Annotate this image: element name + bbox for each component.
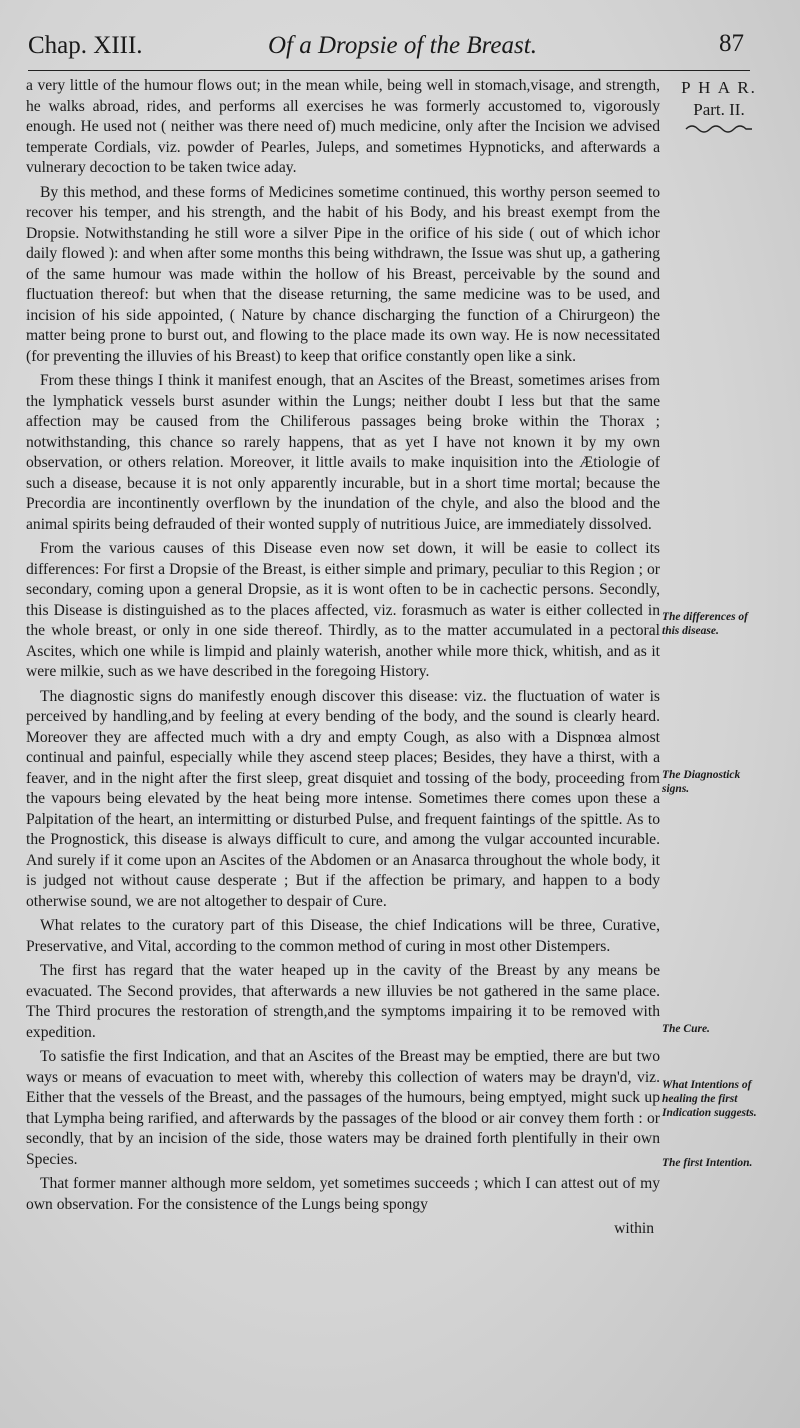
margin-note-cure: The Cure.: [662, 1023, 710, 1035]
margin-note-diagnostick: The Diagnostick signs.: [662, 769, 741, 795]
paragraph: What relates to the curatory part of this Disease, the chief Indications will be three, Curative, Preservative, and Vital, according to the common method of curing in most other Distempers.: [26, 917, 660, 955]
paragraph: That former manner although more seldom, yet sometimes succeeds ; which I can attest out of my own observation. For the consistence of the Lungs being spongy: [26, 1175, 660, 1213]
flourish-ornament: [664, 122, 774, 140]
paragraph: By this method, and these forms of Medicines sometime continued, this worthy person seemed to recover his temper, and his strength, and the habit of his Body, and his breast exempt from the Dropsie. Notwithstanding he still wore a silver Pipe in the orifice of his side ( out of which ichor daily flowed ): and when after some months this being withdrawn, the Issue was shut up, a gathering of the same humour was made within the hollow of his Breast, perceivable by the sound and fluctuation thereof: but when that the disease returning, the same medicine was to be used, and incision of his side appointed, ( Nature by chance discharging the function of a Chirurgeon) the matter being prone to burst out, and flowing to the place made its own way. He is now necessitated (for preventing the illuvies of his Breast) to keep that orifice constantly open like a sink.: [26, 183, 660, 365]
paragraph: a very little of the humour flows out; in the mean while, being well in stomach,visage, and strength, he walks abroad, rides, and performs all exercises he was formerly accustomed to, vigorously enough. He used not ( neither was there need of) much medicine, only after the Incision we advised temperate Cordials, viz. powder of Pearles, Juleps, and sometimes Hypnoticks, and afterwards a vulnerary decoction to be taken twice aday.: [26, 77, 660, 176]
margin-note-intentions: What Intentions of healing the first Indication suggests.: [662, 1079, 757, 1119]
paragraph: To satisfie the first Indication, and that an Ascites of the Breast may be emptied, there are but two ways or means of evacuation to meet with, whereby this collection of waters may be drayn'd, viz. Either that the vessels of the Breast, and the passages of the humours, being emptyed, might suck up that Lympha being rarified, and afterwards by the passages of the blood or air convey them forth : or secondly, that by an incision of the side, those waters may be drained forth plentifully in their own Species.: [26, 1048, 660, 1168]
page-number: 87: [719, 30, 744, 57]
margin-note-first-intention: The first Intention.: [662, 1157, 753, 1169]
side-header-phar: P H A R.: [681, 78, 757, 97]
body-text: [26, 76, 660, 1244]
side-header: [664, 78, 774, 140]
paragraph: From the various causes of this Disease even now set down, it will be easie to collect its differences: For first a Dropsie of the Breast, is either simple and primary, peculiar to this Region ; or secondary, coming upon a general Dropsie, as it is wont often to be in cachectic persons. Secondly, this Disease is distinguished as to the places affected, viz. forasmuch as water is either collected in the whole breast, or only in one side thereof. Thirdly, as to the matter accumulated in a pectoral Ascites, which one while is limpid and plainly waterish, another while more thick, whitish, and as it were milkie, such as we have described in the foregoing History.: [26, 540, 660, 680]
paragraph: From these things I think it manifest enough, that an Ascites of the Breast, sometimes arises from the lymphatick vessels burst asunder within the Lungs; neither doubt I less but that the same affection may be caused from the Chiliferous passages being broke within the Thorax ; notwithstanding, this chance so rarely happens, that as yet I have not known it by my own observation, or others relation. Moreover, it little avails to make inquisition into the Ætiologie of such a disease, because it is not only apparently incurable, but in a short time mortal; because the Precordia are incontinently overflown by the inundation of the chyle, and also the blood and the animal spirits being defrauded of their wonted supply of nutritious Juice, are immediately dissolved.: [26, 372, 660, 533]
paragraph: The diagnostic signs do manifestly enough discover this disease: viz. the fluctuation of water is perceived by handling,and by feeling at every bending of the body, and the sound is clearly heard. Moreover they are affected much with a dry and empty Cough, as also with a Dispnœa almost continual and painful, especially while they ascend steep places; Besides, they have a thirst, with a feaver, and in the night after the first sleep, great disquiet and tossing of the body, proceeding from the vapours being elevated by the heat being more intense. Sometimes there comes upon these a Palpitation of the heart, an intermitting or disturbed Pulse, and frequent faintings of the spittle. As to the Prognostick, this disease is always difficult to cure, and among the vulgar accounted incurable. And surely if it come upon an Ascites of the Abdomen or an Anasarca throughout the whole body, it is judged not without cause desperate ; But if the affection be primary, and happen to a body otherwise sound, we are not altogether to despair of Cure.: [26, 687, 660, 910]
header-rule: [28, 70, 750, 71]
running-title: Of a Dropsie of the Breast.: [268, 32, 537, 59]
side-header-part: Part. II.: [693, 100, 745, 119]
paragraph: The first has regard that the water heaped up in the cavity of the Breast by any means be evacuated. The Second provides, that afterwards a new illuvies be not gathered in the same place. The Third procures the restoration of strength,and the symptoms impairing it to be removed with expedition.: [26, 962, 660, 1041]
margin-note-differences: The differences of this disease.: [662, 611, 749, 637]
chapter-heading: Chap. XIII.: [28, 32, 143, 59]
running-header: [28, 30, 748, 70]
catchword: within: [614, 1220, 654, 1237]
